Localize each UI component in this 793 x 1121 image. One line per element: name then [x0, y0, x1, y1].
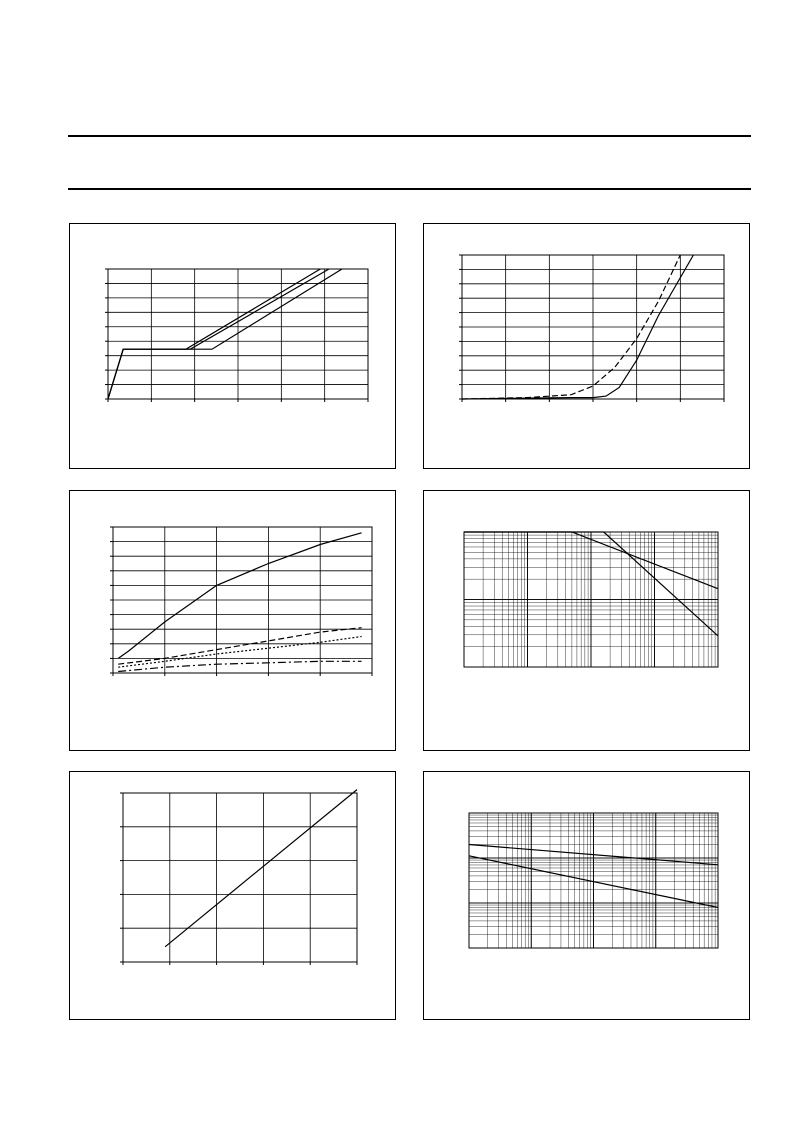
chart-panel-4: [423, 490, 750, 751]
chart-4-svg: [424, 491, 751, 752]
chart-panel-3: [69, 490, 396, 751]
chart-5-svg: [70, 772, 397, 1021]
chart-6-svg: [424, 772, 751, 1021]
chart-1-svg: [70, 224, 397, 470]
chart-panel-5: [69, 771, 396, 1020]
series-line: [108, 269, 320, 399]
series-line: [108, 269, 342, 399]
chart-3-svg: [70, 491, 397, 752]
chart-panel-2: [423, 223, 750, 469]
series-line: [108, 269, 329, 399]
series-line: [118, 533, 361, 659]
series-line: [165, 790, 357, 947]
top-rule: [68, 135, 751, 137]
series-line: [118, 637, 361, 668]
second-rule: [68, 188, 751, 190]
chart-panel-1: [69, 223, 396, 469]
chart-2-svg: [424, 224, 751, 470]
chart-panel-6: [423, 771, 750, 1020]
